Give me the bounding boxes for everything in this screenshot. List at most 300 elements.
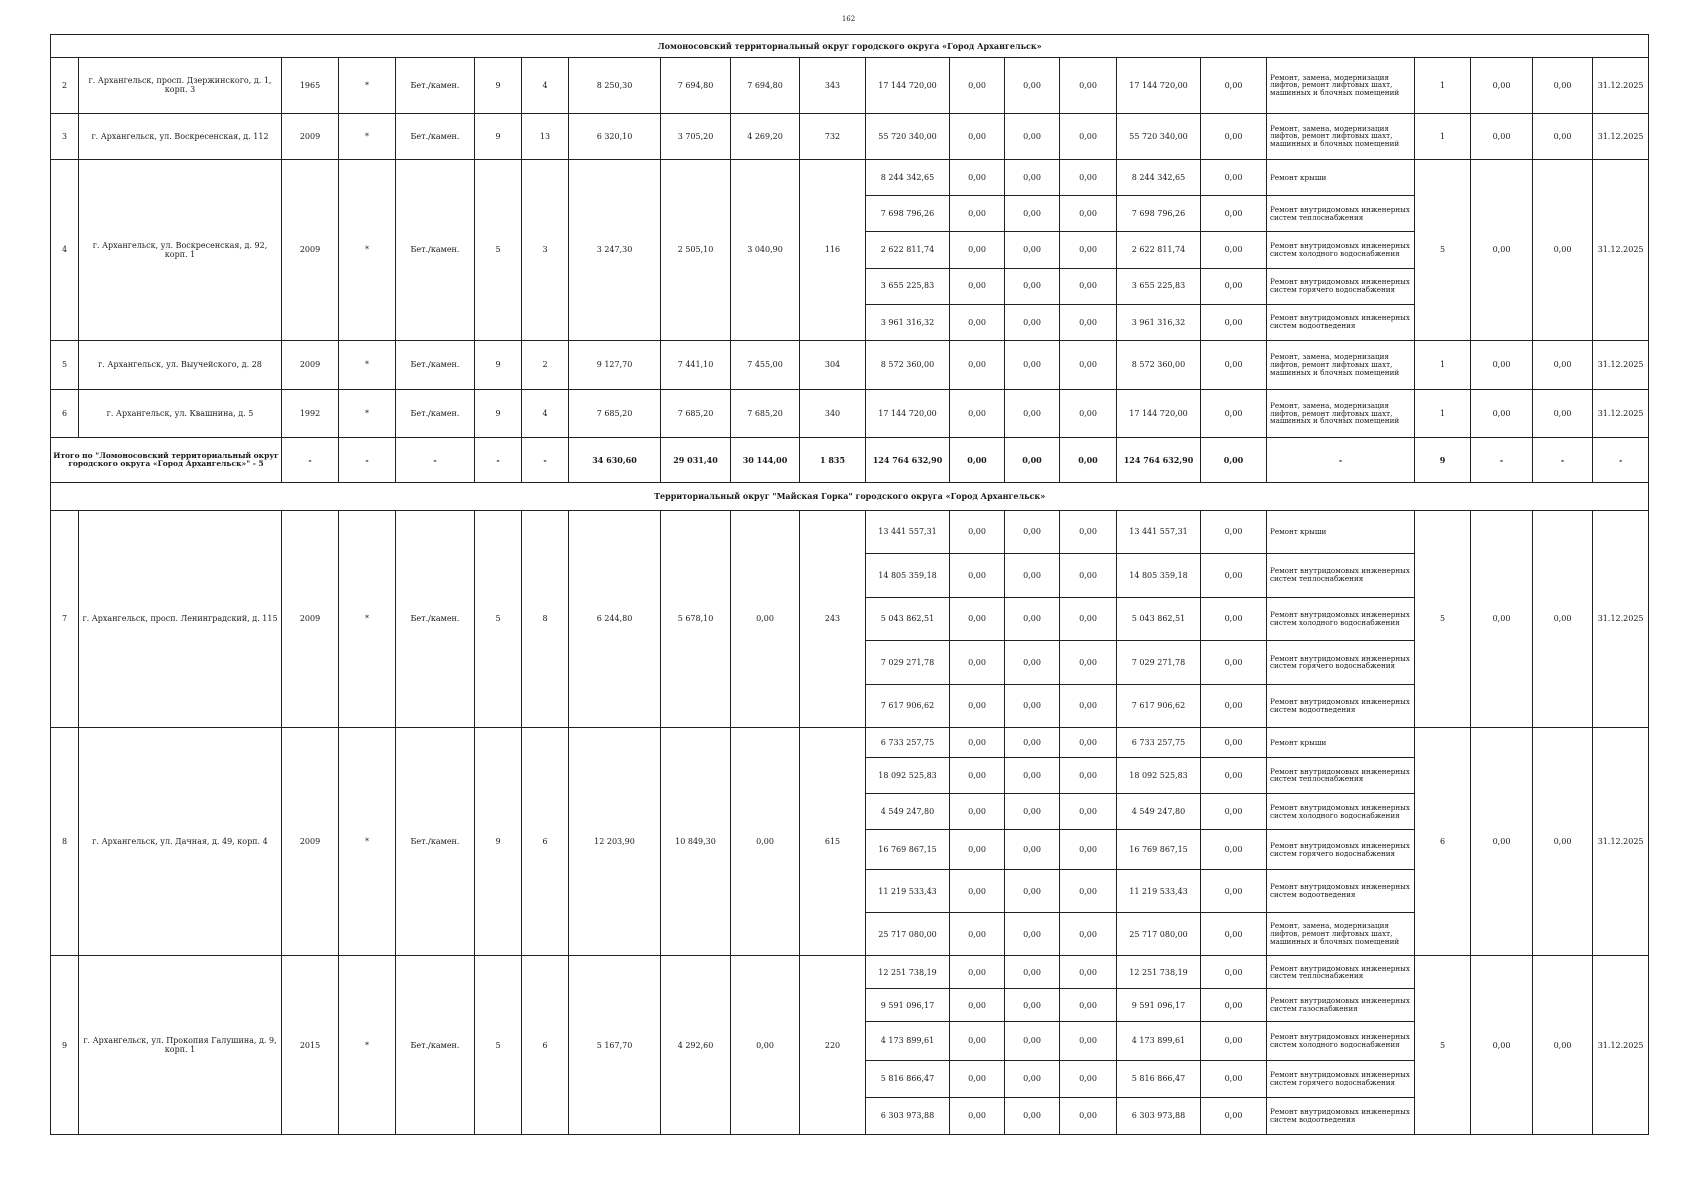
cost-cell: 25 717 080,00: [866, 912, 950, 956]
fund-cell: 0,00: [950, 912, 1005, 956]
area-a-cell: 3 705,20: [661, 113, 731, 160]
fund-cell: 0,00: [1005, 1022, 1060, 1060]
marker-cell: *: [339, 728, 396, 956]
cost-cell: 5 816 866,47: [866, 1060, 950, 1097]
deadline-cell: 31.12.2025: [1593, 389, 1649, 438]
material-cell: Бет./камен.: [396, 340, 475, 389]
address-cell: г. Архангельск, просп. Дзержинского, д. 1, корп. 3: [79, 58, 282, 113]
fund-cell: 0,00: [1005, 830, 1060, 870]
residents-cell: 243: [800, 510, 866, 728]
dash-cell: -: [1267, 438, 1415, 483]
fund-cell: 0,00: [1201, 728, 1267, 758]
deadline-cell: 31.12.2025: [1593, 728, 1649, 956]
work-type-cell: Ремонт внутридомовых инженерных систем горячего водоснабжения: [1267, 830, 1415, 870]
fund-cell: 0,00: [950, 304, 1005, 340]
owners-fund-cell: 3 655 225,83: [1117, 268, 1201, 304]
owners-fund-cell: 7 698 796,26: [1117, 196, 1201, 232]
floors-cell: 5: [475, 160, 522, 340]
fund-cell: 0,00: [950, 1022, 1005, 1060]
cost-cell: 7 617 906,62: [866, 684, 950, 728]
floors-cell: 5: [475, 956, 522, 1135]
work-type-cell: Ремонт внутридомовых инженерных систем холодного водоснабжения: [1267, 1022, 1415, 1060]
work-type-cell: Ремонт внутридомовых инженерных систем водоотведения: [1267, 870, 1415, 912]
address-cell: г. Архангельск, ул. Воскресенская, д. 112: [79, 113, 282, 160]
marker-cell: *: [339, 160, 396, 340]
address-cell: г. Архангельск, ул. Прокопия Галушина, д. 9, корп. 1: [79, 956, 282, 1135]
area-b-cell: 0,00: [731, 728, 800, 956]
fund-cell: 0,00: [950, 989, 1005, 1022]
residents-cell: 732: [800, 113, 866, 160]
floors-cell: 9: [475, 58, 522, 113]
fund-cell: 0,00: [1060, 268, 1117, 304]
fund-cell: 0,00: [1060, 438, 1117, 483]
value-cell: 0,00: [1533, 113, 1593, 160]
fund-cell: 0,00: [1060, 160, 1117, 196]
row-number: 9: [51, 956, 79, 1135]
fund-cell: 0,00: [1060, 554, 1117, 598]
address-cell: г. Архангельск, ул. Квашнина, д. 5: [79, 389, 282, 438]
fund-cell: 0,00: [1005, 232, 1060, 268]
owners-fund-cell: 11 219 533,43: [1117, 870, 1201, 912]
dash-cell: -: [339, 438, 396, 483]
fund-cell: 0,00: [950, 641, 1005, 685]
deadline-cell: 31.12.2025: [1593, 340, 1649, 389]
cost-cell: 6 733 257,75: [866, 728, 950, 758]
fund-cell: 0,00: [1005, 956, 1060, 989]
fund-cell: 0,00: [1201, 304, 1267, 340]
work-type-cell: Ремонт, замена, модернизация лифтов, ремонт лифтовых шахт, машинных и блочных помещений: [1267, 912, 1415, 956]
fund-cell: 0,00: [1201, 232, 1267, 268]
fund-cell: 0,00: [1005, 870, 1060, 912]
cost-cell: 11 219 533,43: [866, 870, 950, 912]
total-label: Итого по "Ломоносовский территориальный округ городского округа «Город Архангельск»" - 5: [51, 438, 282, 483]
cost-cell: 8 572 360,00: [866, 340, 950, 389]
fund-cell: 0,00: [1201, 757, 1267, 793]
works-count-cell: 1: [1415, 340, 1471, 389]
work-type-cell: Ремонт внутридомовых инженерных систем холодного водоснабжения: [1267, 597, 1415, 641]
owners-fund-cell: 8 572 360,00: [1117, 340, 1201, 389]
work-type-cell: Ремонт, замена, модернизация лифтов, ремонт лифтовых шахт, машинных и блочных помещений: [1267, 340, 1415, 389]
material-cell: Бет./камен.: [396, 160, 475, 340]
fund-cell: 0,00: [1060, 1060, 1117, 1097]
fund-cell: 0,00: [1005, 989, 1060, 1022]
owners-fund-cell: 4 549 247,80: [1117, 794, 1201, 830]
fund-cell: 0,00: [1060, 989, 1117, 1022]
fund-cell: 0,00: [1060, 304, 1117, 340]
fund-cell: 0,00: [950, 870, 1005, 912]
total-area-cell: 8 250,30: [569, 58, 661, 113]
total-area-cell: 5 167,70: [569, 956, 661, 1135]
fund-cell: 0,00: [1060, 196, 1117, 232]
fund-cell: 0,00: [950, 684, 1005, 728]
fund-cell: 0,00: [950, 268, 1005, 304]
cost-cell: 18 092 525,83: [866, 757, 950, 793]
works-count-cell: 5: [1415, 160, 1471, 340]
residents-cell: 220: [800, 956, 866, 1135]
total-area-cell: 3 247,30: [569, 160, 661, 340]
cost-cell: 124 764 632,90: [866, 438, 950, 483]
fund-cell: 0,00: [950, 757, 1005, 793]
row-number: 7: [51, 510, 79, 728]
fund-cell: 0,00: [1005, 597, 1060, 641]
fund-cell: 0,00: [1201, 389, 1267, 438]
fund-cell: 0,00: [1201, 160, 1267, 196]
work-type-cell: Ремонт внутридомовых инженерных систем газоснабжения: [1267, 989, 1415, 1022]
value-cell: 0,00: [1471, 389, 1533, 438]
owners-fund-cell: 6 733 257,75: [1117, 728, 1201, 758]
fund-cell: 0,00: [1060, 597, 1117, 641]
year-cell: 2009: [282, 160, 339, 340]
area-b-cell: 7 685,20: [731, 389, 800, 438]
fund-cell: 0,00: [1060, 113, 1117, 160]
owners-fund-cell: 6 303 973,88: [1117, 1097, 1201, 1134]
area-b-cell: 0,00: [731, 510, 800, 728]
owners-fund-cell: 55 720 340,00: [1117, 113, 1201, 160]
residents-cell: 340: [800, 389, 866, 438]
floors-cell: 9: [475, 340, 522, 389]
owners-fund-cell: 25 717 080,00: [1117, 912, 1201, 956]
material-cell: Бет./камен.: [396, 58, 475, 113]
area-a-cell: 7 694,80: [661, 58, 731, 113]
area-b-cell: 3 040,90: [731, 160, 800, 340]
area-a-cell: 5 678,10: [661, 510, 731, 728]
work-type-cell: Ремонт внутридомовых инженерных систем теплоснабжения: [1267, 554, 1415, 598]
owners-fund-cell: 13 441 557,31: [1117, 510, 1201, 554]
fund-cell: 0,00: [950, 830, 1005, 870]
work-type-cell: Ремонт внутридомовых инженерных систем водоотведения: [1267, 304, 1415, 340]
owners-fund-cell: 9 591 096,17: [1117, 989, 1201, 1022]
fund-cell: 0,00: [1060, 510, 1117, 554]
residents-cell: 1 835: [800, 438, 866, 483]
area-a-cell: 29 031,40: [661, 438, 731, 483]
material-cell: Бет./камен.: [396, 956, 475, 1135]
owners-fund-cell: 124 764 632,90: [1117, 438, 1201, 483]
cost-cell: 12 251 738,19: [866, 956, 950, 989]
work-type-cell: Ремонт внутридомовых инженерных систем горячего водоснабжения: [1267, 1060, 1415, 1097]
cost-cell: 55 720 340,00: [866, 113, 950, 160]
work-type-cell: Ремонт внутридомовых инженерных систем холодного водоснабжения: [1267, 232, 1415, 268]
value-cell: 0,00: [1533, 389, 1593, 438]
value-cell: 0,00: [1471, 728, 1533, 956]
fund-cell: 0,00: [1005, 438, 1060, 483]
table-body: [51, 35, 1649, 1135]
fund-cell: 0,00: [1201, 113, 1267, 160]
value-cell: 0,00: [1471, 340, 1533, 389]
area-b-cell: 7 694,80: [731, 58, 800, 113]
fund-cell: 0,00: [950, 728, 1005, 758]
entrances-cell: 4: [522, 58, 569, 113]
floors-cell: 9: [475, 113, 522, 160]
total-area-cell: 7 685,20: [569, 389, 661, 438]
owners-fund-cell: 12 251 738,19: [1117, 956, 1201, 989]
owners-fund-cell: 17 144 720,00: [1117, 58, 1201, 113]
fund-cell: 0,00: [1005, 728, 1060, 758]
table-row: [51, 510, 1649, 554]
fund-cell: 0,00: [1201, 1097, 1267, 1134]
fund-cell: 0,00: [950, 58, 1005, 113]
fund-cell: 0,00: [1060, 728, 1117, 758]
fund-cell: 0,00: [1201, 1060, 1267, 1097]
deadline-cell: 31.12.2025: [1593, 160, 1649, 340]
cost-cell: 2 622 811,74: [866, 232, 950, 268]
table-row: [51, 956, 1649, 989]
cost-cell: 3 961 316,32: [866, 304, 950, 340]
material-cell: Бет./камен.: [396, 510, 475, 728]
owners-fund-cell: 2 622 811,74: [1117, 232, 1201, 268]
fund-cell: 0,00: [1201, 438, 1267, 483]
total-area-cell: 12 203,90: [569, 728, 661, 956]
owners-fund-cell: 18 092 525,83: [1117, 757, 1201, 793]
section-title: Территориальный округ "Майская Горка" городского округа «Город Архангельск»: [51, 482, 1649, 510]
marker-cell: *: [339, 113, 396, 160]
entrances-cell: 13: [522, 113, 569, 160]
value-cell: 0,00: [1533, 58, 1593, 113]
fund-cell: 0,00: [1201, 870, 1267, 912]
owners-fund-cell: 5 816 866,47: [1117, 1060, 1201, 1097]
fund-cell: 0,00: [1060, 1022, 1117, 1060]
address-cell: г. Архангельск, ул. Выучейского, д. 28: [79, 340, 282, 389]
works-count-cell: 6: [1415, 728, 1471, 956]
fund-cell: 0,00: [1060, 870, 1117, 912]
table-row: [51, 113, 1649, 160]
marker-cell: *: [339, 956, 396, 1135]
fund-cell: 0,00: [1005, 912, 1060, 956]
works-count-cell: 5: [1415, 956, 1471, 1135]
fund-cell: 0,00: [1201, 684, 1267, 728]
fund-cell: 0,00: [950, 113, 1005, 160]
fund-cell: 0,00: [1060, 58, 1117, 113]
cost-cell: 6 303 973,88: [866, 1097, 950, 1134]
fund-cell: 0,00: [950, 160, 1005, 196]
fund-cell: 0,00: [1201, 830, 1267, 870]
section-header-row: [51, 35, 1649, 58]
residents-cell: 615: [800, 728, 866, 956]
floors-cell: 9: [475, 389, 522, 438]
fund-cell: 0,00: [1060, 757, 1117, 793]
residents-cell: 304: [800, 340, 866, 389]
dash-cell: -: [475, 438, 522, 483]
fund-cell: 0,00: [1201, 989, 1267, 1022]
total-area-cell: 9 127,70: [569, 340, 661, 389]
marker-cell: *: [339, 389, 396, 438]
work-type-cell: Ремонт крыши: [1267, 728, 1415, 758]
fund-cell: 0,00: [950, 597, 1005, 641]
fund-cell: 0,00: [1005, 340, 1060, 389]
table-row: [51, 389, 1649, 438]
fund-cell: 0,00: [1060, 912, 1117, 956]
work-type-cell: Ремонт внутридомовых инженерных систем теплоснабжения: [1267, 956, 1415, 989]
total-row: [51, 438, 1649, 483]
marker-cell: *: [339, 58, 396, 113]
fund-cell: 0,00: [1201, 912, 1267, 956]
dash-cell: -: [396, 438, 475, 483]
owners-fund-cell: 5 043 862,51: [1117, 597, 1201, 641]
fund-cell: 0,00: [1201, 196, 1267, 232]
value-cell: 0,00: [1471, 956, 1533, 1135]
total-area-cell: 34 630,60: [569, 438, 661, 483]
entrances-cell: 2: [522, 340, 569, 389]
value-cell: 0,00: [1533, 956, 1593, 1135]
page-number: 162: [841, 15, 856, 23]
area-b-cell: 30 144,00: [731, 438, 800, 483]
fund-cell: 0,00: [1201, 554, 1267, 598]
fund-cell: 0,00: [1005, 196, 1060, 232]
section-header-row: [51, 482, 1649, 510]
fund-cell: 0,00: [1005, 58, 1060, 113]
fund-cell: 0,00: [1060, 1097, 1117, 1134]
value-cell: 0,00: [1533, 510, 1593, 728]
value-cell: 0,00: [1471, 510, 1533, 728]
fund-cell: 0,00: [1060, 232, 1117, 268]
area-a-cell: 10 849,30: [661, 728, 731, 956]
works-count-cell: 5: [1415, 510, 1471, 728]
dash-cell: -: [1471, 438, 1533, 483]
fund-cell: 0,00: [950, 196, 1005, 232]
cost-cell: 17 144 720,00: [866, 58, 950, 113]
fund-cell: 0,00: [1005, 113, 1060, 160]
cost-cell: 4 173 899,61: [866, 1022, 950, 1060]
value-cell: 0,00: [1533, 340, 1593, 389]
owners-fund-cell: 17 144 720,00: [1117, 389, 1201, 438]
fund-cell: 0,00: [1060, 641, 1117, 685]
address-cell: г. Архангельск, ул. Дачная, д. 49, корп. 4: [79, 728, 282, 956]
fund-cell: 0,00: [1201, 340, 1267, 389]
cost-cell: 9 591 096,17: [866, 989, 950, 1022]
value-cell: 0,00: [1533, 160, 1593, 340]
fund-cell: 0,00: [1060, 340, 1117, 389]
row-number: 4: [51, 160, 79, 340]
year-cell: 2009: [282, 340, 339, 389]
fund-cell: 0,00: [1005, 1097, 1060, 1134]
fund-cell: 0,00: [1005, 304, 1060, 340]
area-a-cell: 7 685,20: [661, 389, 731, 438]
owners-fund-cell: 8 244 342,65: [1117, 160, 1201, 196]
work-type-cell: Ремонт, замена, модернизация лифтов, ремонт лифтовых шахт, машинных и блочных помещений: [1267, 58, 1415, 113]
dash-cell: -: [1533, 438, 1593, 483]
value-cell: 0,00: [1471, 160, 1533, 340]
owners-fund-cell: 3 961 316,32: [1117, 304, 1201, 340]
fund-cell: 0,00: [1201, 268, 1267, 304]
fund-cell: 0,00: [1201, 510, 1267, 554]
fund-cell: 0,00: [1060, 389, 1117, 438]
row-number: 6: [51, 389, 79, 438]
work-type-cell: Ремонт внутридомовых инженерных систем холодного водоснабжения: [1267, 794, 1415, 830]
area-a-cell: 4 292,60: [661, 956, 731, 1135]
fund-cell: 0,00: [1201, 641, 1267, 685]
owners-fund-cell: 16 769 867,15: [1117, 830, 1201, 870]
fund-cell: 0,00: [1201, 956, 1267, 989]
value-cell: 0,00: [1471, 58, 1533, 113]
cost-cell: 7 698 796,26: [866, 196, 950, 232]
residents-cell: 116: [800, 160, 866, 340]
work-type-cell: Ремонт, замена, модернизация лифтов, ремонт лифтовых шахт, машинных и блочных помещений: [1267, 113, 1415, 160]
fund-cell: 0,00: [1005, 554, 1060, 598]
year-cell: 2009: [282, 113, 339, 160]
fund-cell: 0,00: [1060, 956, 1117, 989]
fund-cell: 0,00: [1201, 794, 1267, 830]
works-count-cell: 1: [1415, 389, 1471, 438]
year-cell: 2009: [282, 728, 339, 956]
year-cell: 2015: [282, 956, 339, 1135]
row-number: 8: [51, 728, 79, 956]
fund-cell: 0,00: [950, 510, 1005, 554]
fund-cell: 0,00: [1005, 389, 1060, 438]
table-row: [51, 340, 1649, 389]
fund-cell: 0,00: [1005, 757, 1060, 793]
row-number: 5: [51, 340, 79, 389]
fund-cell: 0,00: [1005, 1060, 1060, 1097]
year-cell: 2009: [282, 510, 339, 728]
dash-cell: -: [522, 438, 569, 483]
dash-cell: -: [1593, 438, 1649, 483]
fund-cell: 0,00: [950, 438, 1005, 483]
owners-fund-cell: 14 805 359,18: [1117, 554, 1201, 598]
value-cell: 0,00: [1533, 728, 1593, 956]
work-type-cell: Ремонт внутридомовых инженерных систем теплоснабжения: [1267, 757, 1415, 793]
deadline-cell: 31.12.2025: [1593, 113, 1649, 160]
area-a-cell: 2 505,10: [661, 160, 731, 340]
owners-fund-cell: 7 617 906,62: [1117, 684, 1201, 728]
material-cell: Бет./камен.: [396, 113, 475, 160]
row-number: 2: [51, 58, 79, 113]
floors-cell: 5: [475, 510, 522, 728]
cost-cell: 3 655 225,83: [866, 268, 950, 304]
cost-cell: 14 805 359,18: [866, 554, 950, 598]
fund-cell: 0,00: [1201, 58, 1267, 113]
fund-cell: 0,00: [1201, 1022, 1267, 1060]
work-type-cell: Ремонт, замена, модернизация лифтов, ремонт лифтовых шахт, машинных и блочных помещений: [1267, 389, 1415, 438]
table-row: [51, 58, 1649, 113]
entrances-cell: 3: [522, 160, 569, 340]
total-area-cell: 6 244,80: [569, 510, 661, 728]
total-area-cell: 6 320,10: [569, 113, 661, 160]
fund-cell: 0,00: [950, 340, 1005, 389]
dash-cell: -: [282, 438, 339, 483]
work-type-cell: Ремонт внутридомовых инженерных систем водоотведения: [1267, 1097, 1415, 1134]
floors-cell: 9: [475, 728, 522, 956]
work-type-cell: Ремонт внутридомовых инженерных систем горячего водоснабжения: [1267, 268, 1415, 304]
entrances-cell: 8: [522, 510, 569, 728]
address-cell: г. Архангельск, просп. Ленинградский, д. 115: [79, 510, 282, 728]
marker-cell: *: [339, 340, 396, 389]
year-cell: 1965: [282, 58, 339, 113]
cost-cell: 5 043 862,51: [866, 597, 950, 641]
fund-cell: 0,00: [1005, 641, 1060, 685]
fund-cell: 0,00: [1005, 160, 1060, 196]
fund-cell: 0,00: [1201, 597, 1267, 641]
cost-cell: 17 144 720,00: [866, 389, 950, 438]
year-cell: 1992: [282, 389, 339, 438]
table-row: [51, 728, 1649, 758]
works-count-cell: 9: [1415, 438, 1471, 483]
address-cell: г. Архангельск, ул. Воскресенская, д. 92, корп. 1: [79, 160, 282, 340]
fund-cell: 0,00: [1060, 794, 1117, 830]
owners-fund-cell: 4 173 899,61: [1117, 1022, 1201, 1060]
fund-cell: 0,00: [1005, 268, 1060, 304]
deadline-cell: 31.12.2025: [1593, 956, 1649, 1135]
row-number: 3: [51, 113, 79, 160]
deadline-cell: 31.12.2025: [1593, 58, 1649, 113]
area-a-cell: 7 441,10: [661, 340, 731, 389]
work-type-cell: Ремонт внутридомовых инженерных систем водоотведения: [1267, 684, 1415, 728]
fund-cell: 0,00: [1060, 830, 1117, 870]
repair-program-table: [50, 34, 1649, 1135]
work-type-cell: Ремонт крыши: [1267, 510, 1415, 554]
work-type-cell: Ремонт внутридомовых инженерных систем горячего водоснабжения: [1267, 641, 1415, 685]
entrances-cell: 4: [522, 389, 569, 438]
value-cell: 0,00: [1471, 113, 1533, 160]
cost-cell: 13 441 557,31: [866, 510, 950, 554]
